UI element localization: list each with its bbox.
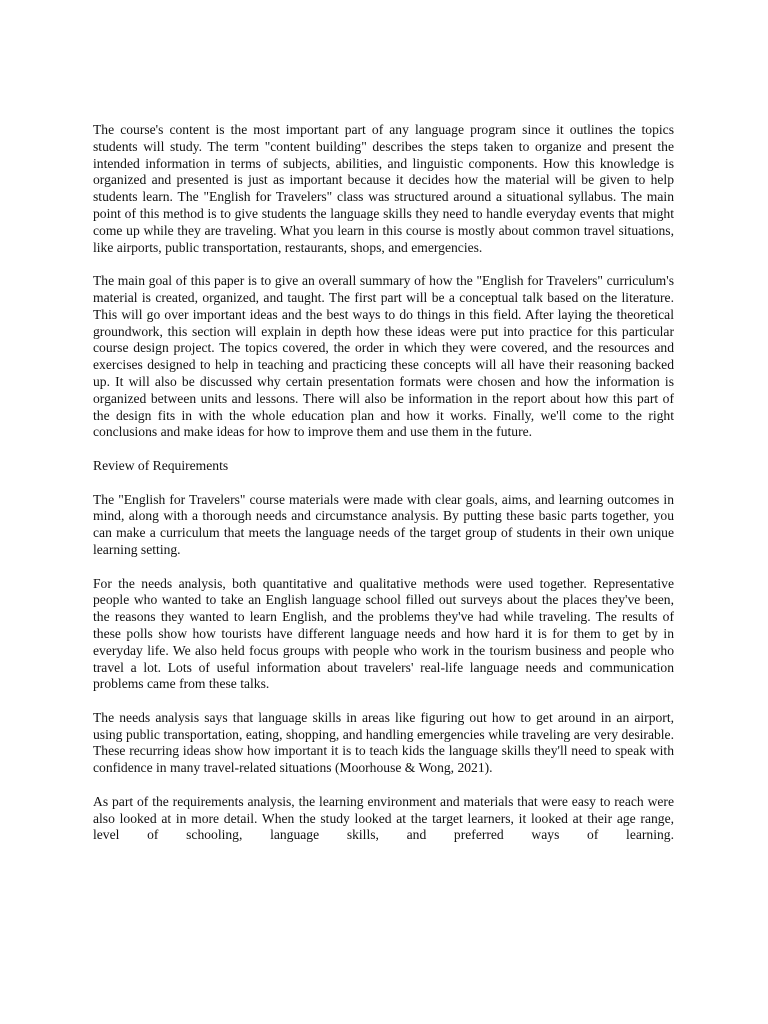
- paragraph-needs-analysis: For the needs analysis, both quantitative and qualitative methods were used together. Representative people who wanted to take an English language school filled out surveys about the places they've been, the reasons they wanted to learn English, and the problems they've had while traveling. The results of these polls show how tourists have different language needs and how hard it is for them to get by in everyday life. We also held focus groups with people who work in the tourism business and people who travel a lot. Lots of useful information about travelers' real-life language needs and communication problems came from these talks.: [93, 575, 674, 692]
- paragraph-language-skills: The needs analysis says that language skills in areas like figuring out how to get around in an airport, using public transportation, eating, shopping, and handling emergencies while traveling are very desirable. These recurring ideas show how important it is to teach kids the language skills they'll need to speak with confidence in many travel-related situations (Moorhouse & Wong, 2021).: [93, 709, 674, 776]
- paragraph-course-content: The course's content is the most important part of any language program since it outlines the topics students will study. The term "content building" describes the steps taken to organize and present the intended information in terms of subjects, abilities, and linguistic components. How this knowledge is organized and presented is just as important because it decides how the material will be given to help students learn. The "English for Travelers" class was structured around a situational syllabus. The main point of this method is to give students the language skills they need to handle everyday events that might come up while they are traveling. What you learn in this course is mostly about common travel situations, like airports, public transportation, restaurants, shops, and emergencies.: [93, 122, 674, 255]
- paragraph-paper-goal: The main goal of this paper is to give an overall summary of how the "English for Travelers" curriculum's material is created, organized, and taught. The first part will be a conceptual talk based on the literature. This will go over important ideas and the best ways to do things in this field. After laying the theoretical groundwork, this section will explain in depth how these ideas were put into practice for this particular course design project. The topics covered, the order in which they were covered, and the resources and exercises designed to help in teaching and practicing these concepts will all have their reasoning backed up. It will also be discussed why certain presentation formats were chosen and how the information is organized between units and lessons. There will also be information in the report about how this part of the design fits in with the whole education plan and how it works. Finally, we'll come to the right conclusions and make ideas for how to improve them and use them in the future.: [93, 273, 674, 440]
- paragraph-learning-environment: As part of the requirements analysis, the learning environment and materials that were easy to reach were also looked at in more detail. When the study looked at the target learners, it looked at their age range, level of schooling, language skills, and preferred ways of learning.: [93, 793, 674, 843]
- document-page: [93, 122, 674, 861]
- paragraph-course-materials: The "English for Travelers" course materials were made with clear goals, aims, and learning outcomes in mind, along with a thorough needs and circumstance analysis. By putting these basic parts together, you can make a curriculum that meets the language needs of the target group of students in their own unique learning setting.: [93, 491, 674, 557]
- section-heading: Review of Requirements: [93, 457, 229, 473]
